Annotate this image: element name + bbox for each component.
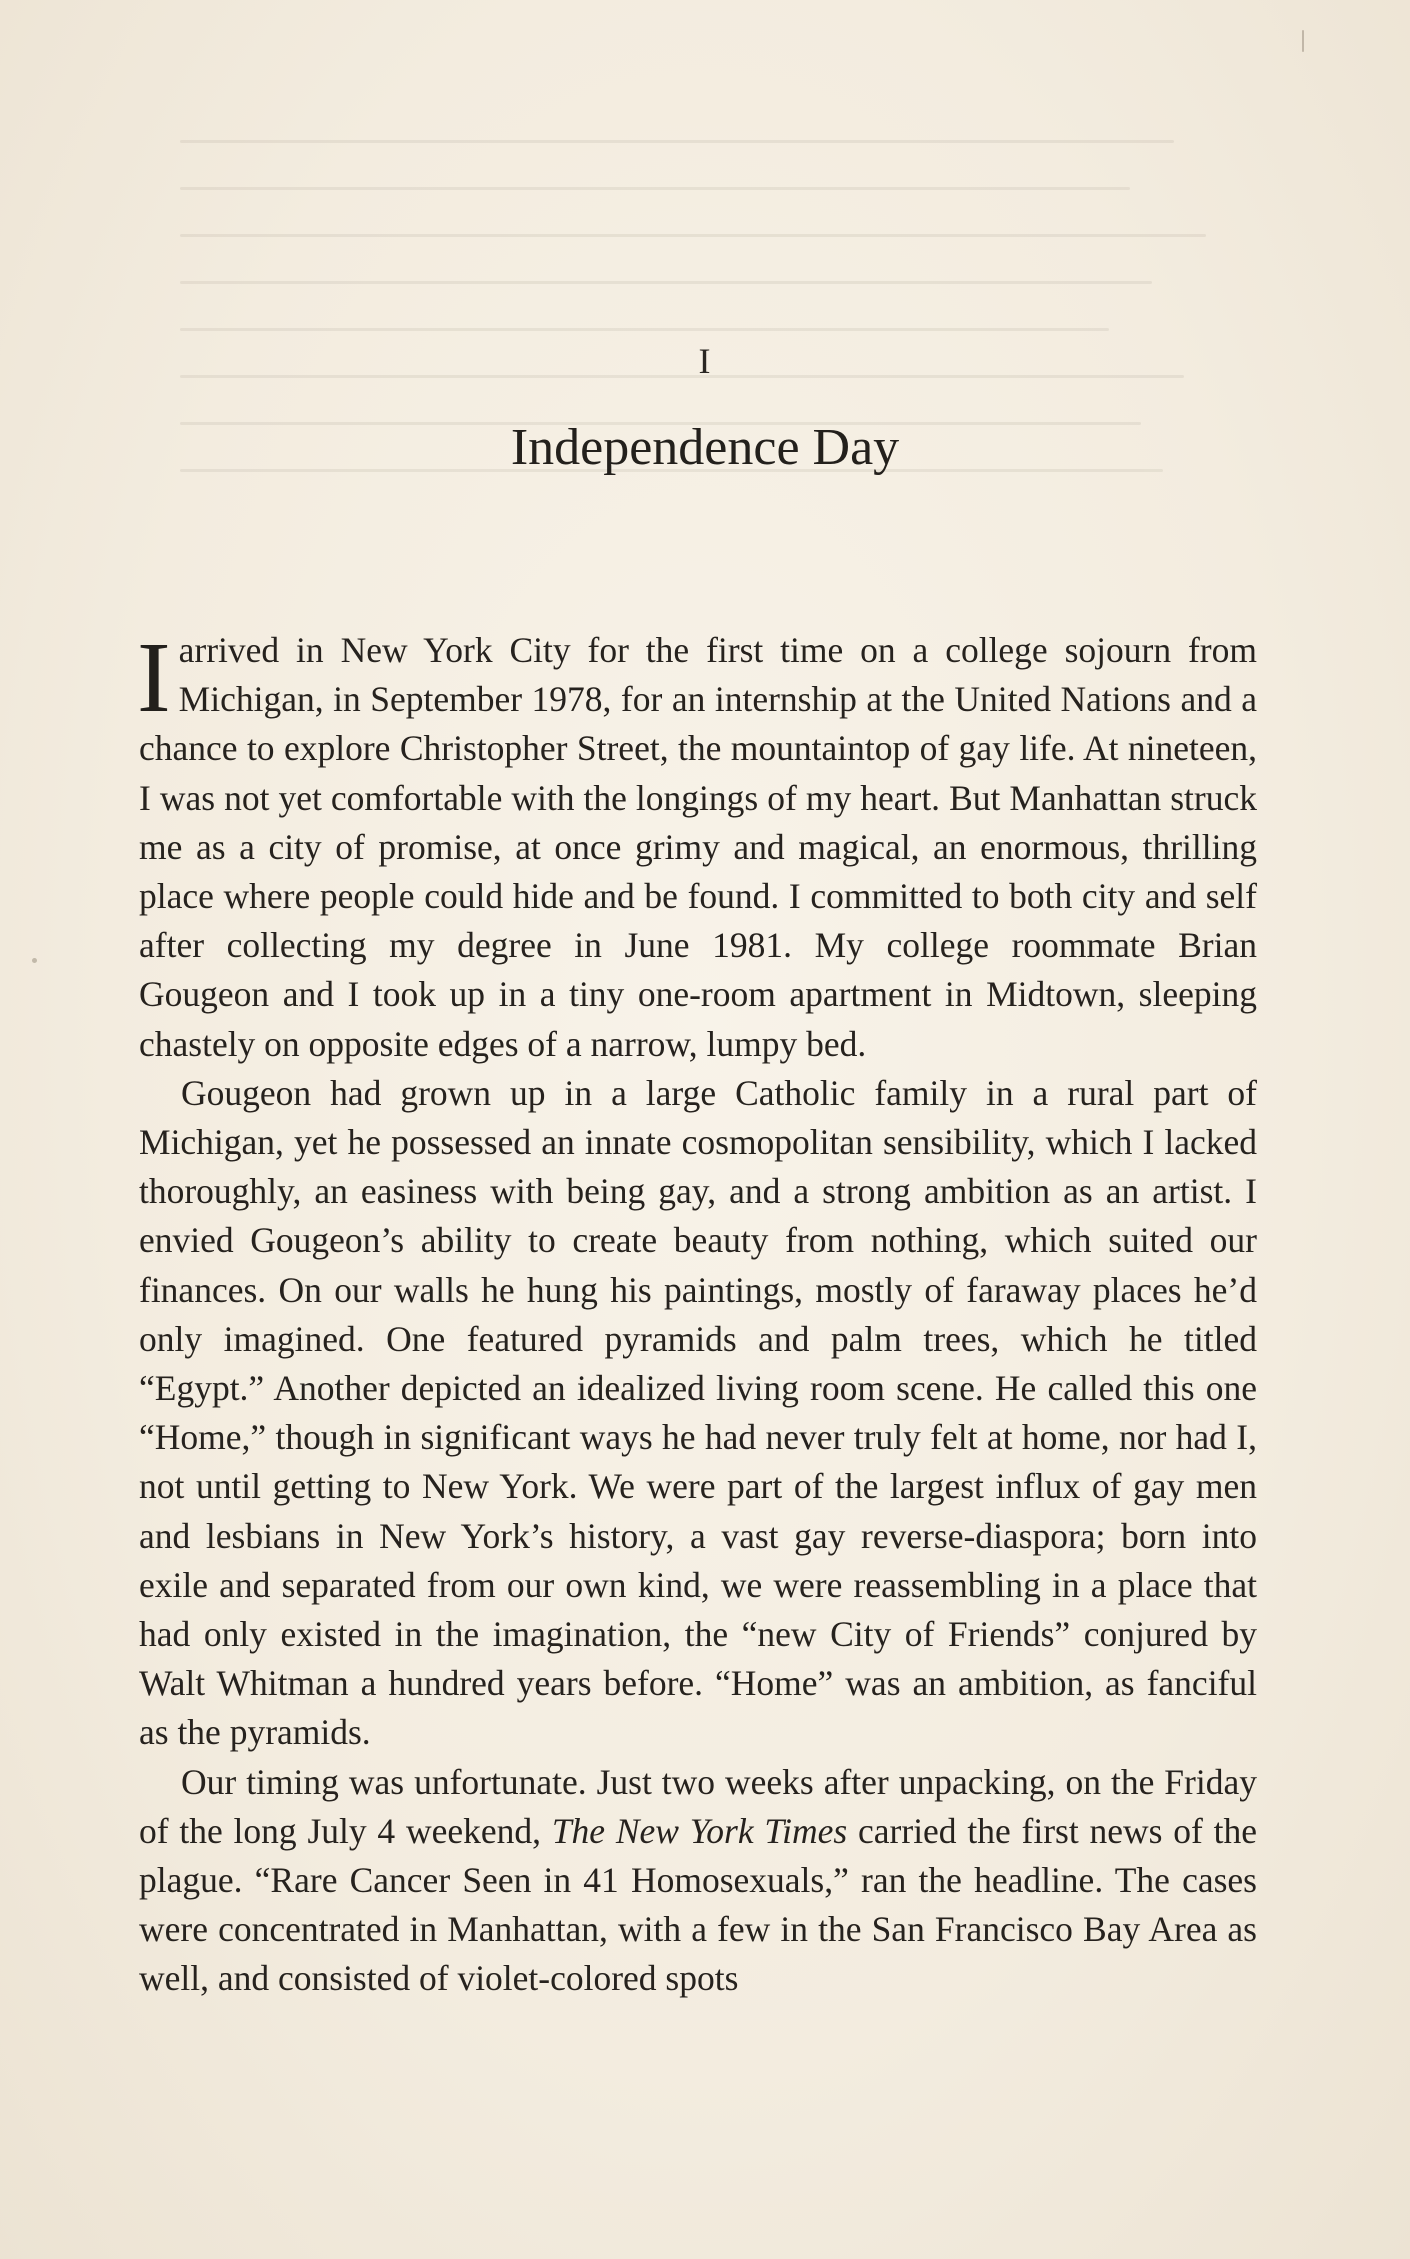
newspaper-title: The New York Times	[551, 1810, 848, 1851]
paragraph-3	[139, 1758, 1257, 2004]
paragraph-1-text: arrived in New York City for the first time on a college sojourn from Michigan, in September 1978, for an internship at the United Nations and a chance to explore Christopher Street, the mountaintop of gay life. At nineteen, I was not yet comfortable with the longings of my heart. But Manhattan struck me as a city of promise, at once grimy and magical, an enormous, thrilling place where people could hide and be found. I committed to both city and self after collecting my degree in June 1981. My college roommate Brian Gougeon and I took up in a tiny one-room apartment in Midtown, sleeping chastely on opposite edges of a narrow, lumpy bed.	[139, 630, 1257, 1064]
chapter-title: Independence Day	[510, 419, 900, 476]
paper-mark	[1302, 30, 1304, 52]
chapter-number: I	[698, 341, 712, 381]
paragraph-2: Gougeon had grown up in a large Catholic family in a rural part of Michigan, yet he possessed an innate cosmopolitan sensibility, which I lacked thoroughly, an easiness with being gay, and a strong ambition as an artist. I envied Gougeon’s ability to create beauty from nothing, which suited our finances. On our walls he hung his paintings, mostly of faraway places he’d only imagined. One featured pyramids and palm trees, which he titled “Egypt.” Another depicted an idealized living room scene. He called this one “Home,” though in significant ways he had never truly felt at home, nor had I, not until getting to New York. We were part of the largest influx of gay men and lesbians in New York’s history, a vast gay reverse-diaspora; born into exile and separated from our own kind, we were reassembling in a place that had only existed in the imagination, the “new City of Friends” conjured by Walt Whitman a hundred years before. “Home” was an ambition, as fanciful as the pyramids.	[139, 1072, 1257, 1753]
paragraph-3-text-before: Our timing was unfortunate. Just two weeks after unpacking, on the Friday of the long July 4 weekend,	[139, 1761, 1257, 1851]
paper-speck	[32, 958, 37, 963]
paragraph-1	[137, 621, 1257, 1069]
chapter-body	[137, 621, 1258, 2004]
paragraph-3-text-after: carried the first news of the plague. “Rare Cancer Seen in 41 Homosexuals,” ran the headline. The cases were concentrated in Manhattan, with a few in the San Francisco Bay Area as well, and consisted of violet-colored spots	[139, 1810, 1258, 1999]
drop-cap: I	[137, 621, 171, 733]
